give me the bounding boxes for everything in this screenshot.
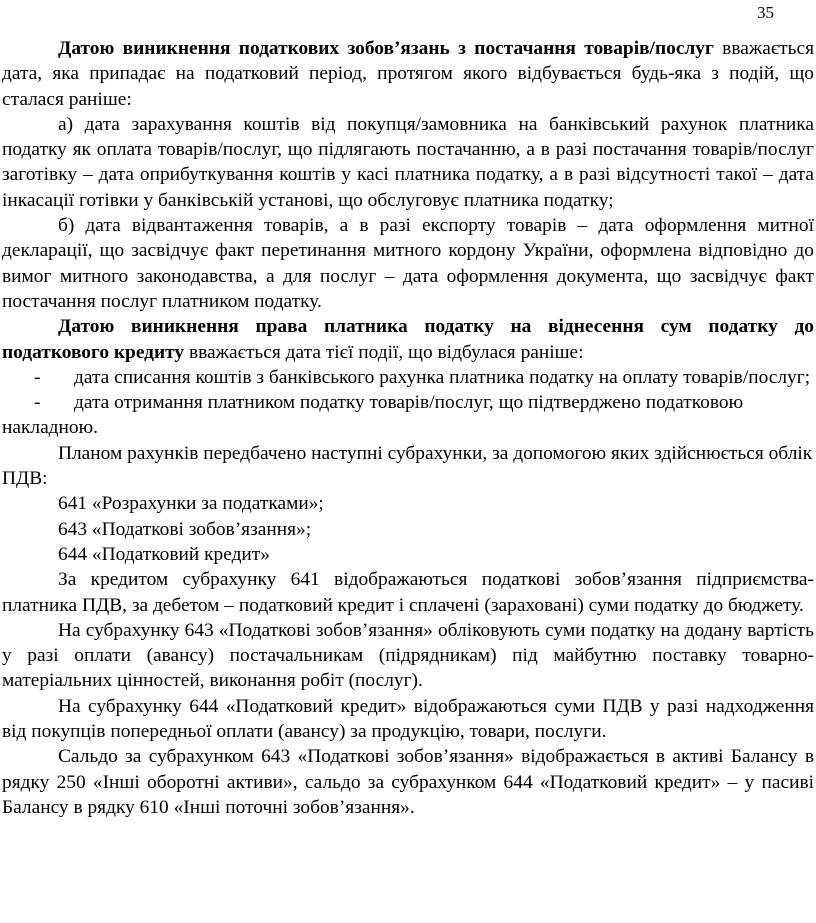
- dash-list-item: [2, 390, 814, 441]
- paragraph-item-b: б) дата відвантаження товарів, а в разі експорту товарів – дата оформлення митної декларації, що засвідчує факт перетинання митного кордону України, оформлена відповідно до вимог митного законодавства, а для послуг – дата оформлення документа, що засвідчує факт постачання послуг платником податку.: [2, 215, 814, 312]
- tax-liabilities-heading: Датою виникнення податкових зобов’язань з постачання товарів/послуг: [58, 38, 714, 59]
- paragraph-subaccount-644-desc: На субрахунку 644 «Податковий кредит» відображаються суми ПДВ у разі надходження від покупців попередньої оплати (авансу) за продукцію, товари, послуги.: [2, 695, 814, 743]
- dash-marker: -: [34, 366, 41, 388]
- paragraph-tax-credit-date: [2, 314, 814, 365]
- page-number: 35: [757, 3, 774, 22]
- paragraph-subaccount-641-desc: За кредитом субрахунку 641 відображаються податкові зобов’язання підприємства-платника ПДВ, за дебетом – податковий кредит і сплачені (зараховані) суми податку до бюджету.: [2, 569, 814, 616]
- tax-credit-heading: Датою виникнення права платника податку на віднесення сум податку до податкового кредиту: [2, 316, 814, 363]
- dash-item-text: дата списання коштів з банківського рахунка платника податку на оплату товарів/послуг;: [74, 366, 811, 388]
- subaccount-644: 644 «Податковий кредит»: [58, 543, 270, 565]
- paragraph-item-a: а) дата зарахування коштів від покупця/замовника на банківський рахунок платника податку як оплата товарів/послуг, що підлягають постачанню, а в разі постачання товарів/послуг заготівку – дата оприбуткування коштів у касі платника податку, а в разі відсутності такої – дата інкасації готівки у банківській установі, що обслуговує платника податку;: [2, 113, 814, 211]
- tax-liabilities-text: вважається дата, яка припадає на податковий період, протягом якого відбувається будь-яка з подій, що сталася раніше:: [2, 38, 814, 110]
- tax-credit-text: вважається дата тієї події, що відбулася раніше:: [184, 341, 584, 363]
- dash-item-text: дата отримання платником податку товарів/послуг, що підтверджено податковою накладною.: [2, 392, 744, 439]
- paragraph-subaccount-643-desc: На субрахунку 643 «Податкові зобов’язання» обліковують суми податку на додану вартість у разі оплати (авансу) постачальникам (підрядникам) під майбутню поставку товарно-матеріальних цінностей, виконання робіт (послуг).: [2, 619, 814, 692]
- dash-list-item: [2, 365, 814, 390]
- dash-marker: -: [34, 392, 41, 414]
- paragraph-subaccounts-intro: Планом рахунків передбачено наступні субрахунки, за допомогою яких здійснюється облік ПДВ:: [2, 442, 813, 490]
- paragraph-tax-liabilities-date: [2, 36, 814, 112]
- paragraph-balance-saldo: Сальдо за субрахунком 643 «Податкові зобов’язання» відображається в активі Балансу в рядку 250 «Інші оборотні активи», сальдо за субрахунком 644 «Податковий кредит» – у пасиві Балансу в рядку 610 «Інші поточні зобов’язання».: [2, 746, 814, 818]
- subaccount-641: 641 «Розрахунки за податками»;: [58, 493, 324, 515]
- subaccount-643: 643 «Податкові зобов’язання»;: [58, 518, 312, 540]
- document-body: [2, 36, 814, 820]
